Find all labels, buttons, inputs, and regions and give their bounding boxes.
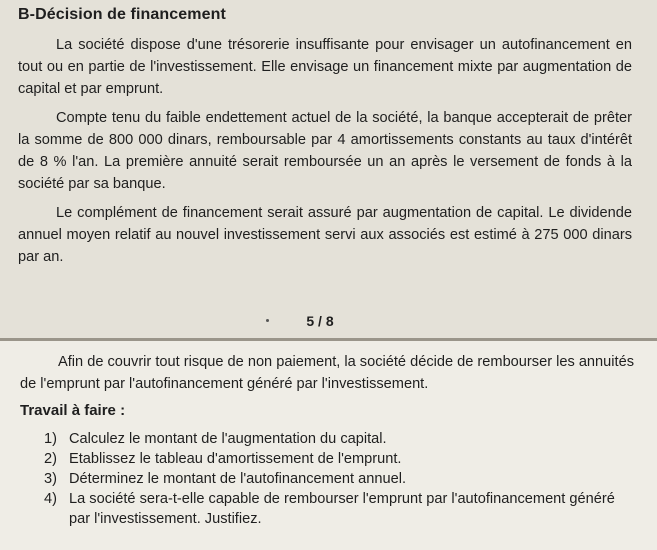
task-text: Déterminez le montant de l'autofinancement annuel. [69,471,407,487]
tasks-title: Travail à faire : [20,402,126,419]
paragraph-bank-loan [18,107,632,195]
task-item [44,449,634,469]
task-number: 1) [44,431,57,447]
task-item [44,489,634,529]
task-number: 3) [44,471,57,487]
task-item [44,429,634,449]
task-list [44,429,634,529]
page-lower [0,341,657,550]
paragraph-treasury [18,34,632,100]
page-number: 5 / 8 [306,313,334,329]
paragraph-treasury-text: La société dispose d'une trésorerie insuffisante pour envisager un autofinancement en tout ou en partie de l'investissement. Elle envisage un financement mixte par augmentation de capital et par emprunt. [18,37,632,97]
paragraph-bank-loan-text: Compte tenu du faible endettement actuel de la société, la banque accepterait de prêter la somme de 800 000 dinars, remboursable par 4 amortissements constants au taux d'intérêt de 8 % l'an. La première annuité serait remboursée un an après le versement de fonds à la société par sa banque. [18,110,632,192]
task-text: Etablissez le tableau d'amortissement de l'emprunt. [69,451,402,467]
paragraph-capital-increase-text: Le complément de financement serait assuré par augmentation de capital. Le dividende annuel moyen relatif au nouvel investissement servi aux associés est estimé à 275 000 dinars par an. [18,205,632,265]
section-heading: B-Décision de financement [18,6,226,23]
paragraph-repayment [20,351,634,395]
paragraph-repayment-text: Afin de couvrir tout risque de non paiement, la société décide de rembourser les annuités de l'emprunt par l'autofinancement généré par l'investissement. [20,354,634,392]
task-number: 2) [44,451,57,467]
task-number: 4) [44,491,57,507]
task-text: Calculez le montant de l'augmentation du capital. [69,431,387,447]
task-item [44,469,634,489]
paragraph-capital-increase [18,202,632,268]
task-text: La société sera-t-elle capable de rembourser l'emprunt par l'autofinancement généré par l'investissement. Justifiez. [69,491,615,527]
